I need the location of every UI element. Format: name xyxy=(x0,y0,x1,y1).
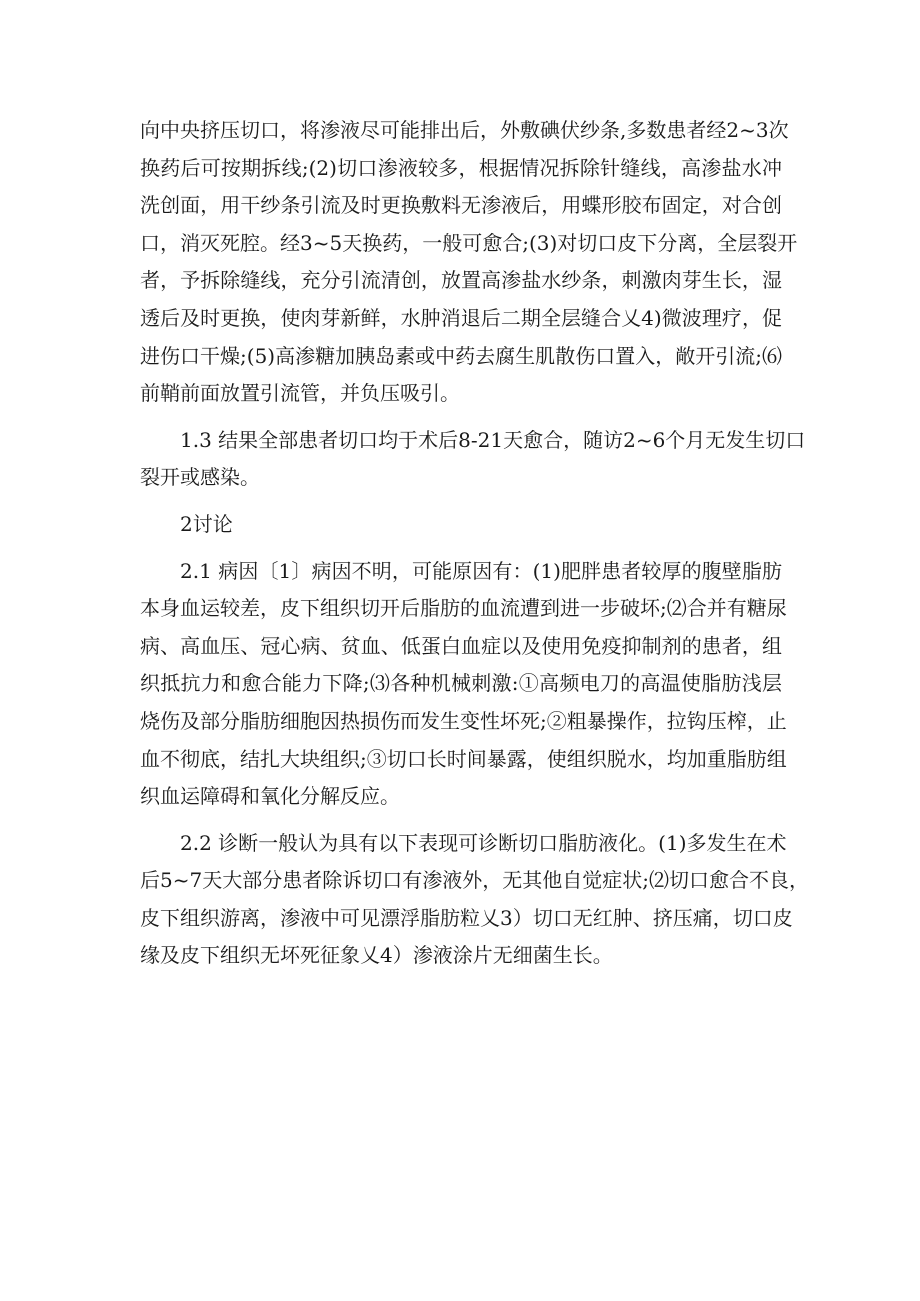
text-line: 后5~7天大部分患者除诉切口有渗液外，无其他自觉症状;⑵切口愈合不良， xyxy=(140,868,809,893)
text-line: 洗创面，用干纱条引流及时更换敷料无渗液后，用蝶形胶布固定，对合创 xyxy=(140,193,782,218)
text-line: 向中央挤压切口，将渗液尽可能排出后，外敷碘伏纱条,多数患者经2~3次 xyxy=(140,118,789,142)
text-line: 2讨论 xyxy=(180,511,233,536)
text-line: 1.3 结果全部患者切口均于术后8-21天愈合，随访2~6个月无发生切口 xyxy=(180,427,806,452)
paragraph-results xyxy=(140,422,806,497)
section-heading-discussion xyxy=(140,506,782,544)
text-line: 血不彻底，结扎大块组织;③切口长时间暴露，使组织脱水，均加重脂肪组 xyxy=(140,746,787,771)
text-line: 2.1 病因〔1〕病因不明，可能原因有：(1)肥胖患者较厚的腹壁脂肪 xyxy=(180,558,782,583)
text-line: 透后及时更换，使肉芽新鲜，水肿消退后二期全层缝合乂4)微波理疗，促 xyxy=(140,305,782,330)
text-line: 者，予拆除缝线，充分引流清创，放置高渗盐水纱条，刺激肉芽生长，湿 xyxy=(140,268,782,293)
text-line: 病、高血压、冠心病、贫血、低蛋白血症以及使用免疫抑制剂的患者，组 xyxy=(140,633,782,658)
paragraph-gap xyxy=(140,497,782,506)
text-line: 皮下组织游离，渗液中可见漂浮脂肪粒乂3）切口无红肿、挤压痛，切口皮 xyxy=(140,905,793,930)
text-line: 裂开或感染。 xyxy=(140,465,260,490)
text-line: 织抵抗力和愈合能力下降;⑶各种机械刺激:①高频电刀的高温使脂肪浅层 xyxy=(140,671,782,696)
paragraph-etiology xyxy=(140,553,787,816)
paragraph-wound-treatment xyxy=(140,112,798,413)
paragraph-gap xyxy=(140,413,782,422)
paragraph-gap xyxy=(140,816,782,825)
text-line: 烧伤及部分脂肪细胞因热损伤而发生变性坏死;②粗暴操作，拉钩压榨，止 xyxy=(140,708,787,733)
text-line: 口，消灭死腔。经3~5天换药，一般可愈合;(3)对切口皮下分离，全层裂开 xyxy=(140,230,798,255)
text-line: 织血运障碍和氧化分解反应。 xyxy=(140,784,400,809)
text-line: 前鞘前面放置引流管，并负压吸引。 xyxy=(140,381,460,406)
text-line: 本身血运较差，皮下组织切开后脂肪的血流遭到进一步破坏;⑵合并有糖尿 xyxy=(140,596,787,621)
document-page xyxy=(140,112,809,975)
paragraph-gap xyxy=(140,544,782,553)
text-line: 缘及皮下组织无坏死征象乂4）渗液涂片无细菌生长。 xyxy=(140,943,613,968)
text-line: 2.2 诊断一般认为具有以下表现可诊断切口脂肪液化。(1)多发生在术 xyxy=(180,830,787,855)
text-line: 换药后可按期拆线;(2)切口渗液较多，根据情况拆除针缝线，高渗盐水冲 xyxy=(140,155,782,180)
paragraph-diagnosis xyxy=(140,825,809,975)
text-line: 进伤口干燥;(5)高渗糖加胰岛素或中药去腐生肌散伤口置入，敞开引流;⑹ xyxy=(140,343,782,368)
